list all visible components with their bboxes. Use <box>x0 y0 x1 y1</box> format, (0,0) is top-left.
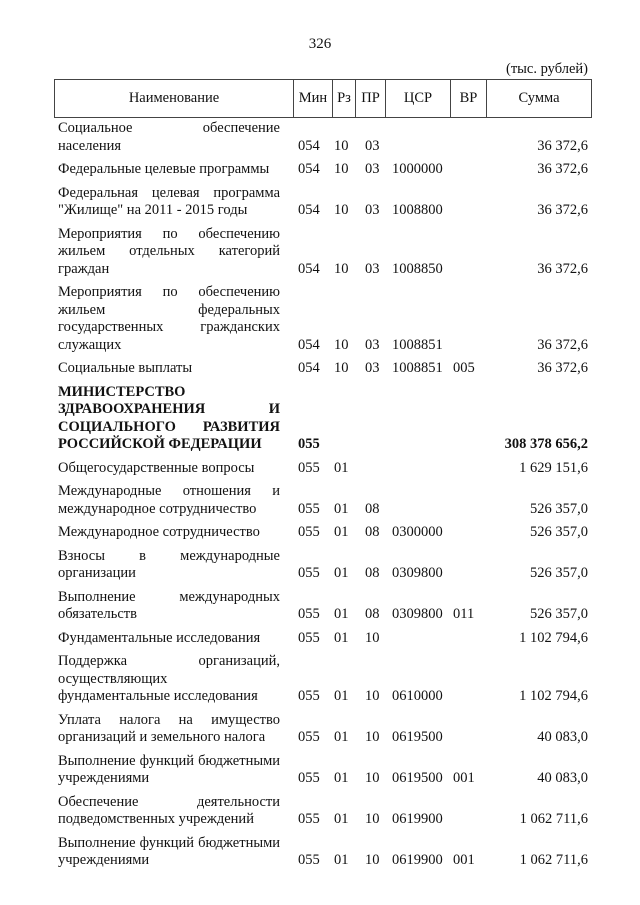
row-csr: 0619900 <box>392 811 443 827</box>
row-rz: 01 <box>334 852 349 868</box>
row-sum: 36 372,6 <box>537 161 588 177</box>
table-row <box>58 226 588 279</box>
row-min: 054 <box>298 260 320 277</box>
row-sum: 40 083,0 <box>537 770 588 786</box>
row-rz: 01 <box>334 629 349 646</box>
row-sum: 526 357,0 <box>530 524 588 540</box>
row-sum: 308 378 656,2 <box>504 436 588 452</box>
row-min: 055 <box>298 436 320 452</box>
row-pr: 10 <box>365 770 380 786</box>
row-csr: 1008850 <box>392 260 443 277</box>
row-sum: 1 102 794,6 <box>519 688 588 704</box>
row-name: Федеральные целевые программы <box>58 161 270 177</box>
row-sum: 40 083,0 <box>537 729 588 745</box>
row-sum: 1 629 151,6 <box>519 459 588 476</box>
row-sum: 36 372,6 <box>537 260 588 277</box>
row-sum: 36 372,6 <box>537 137 588 154</box>
row-min: 054 <box>298 202 320 218</box>
table-row <box>58 284 588 354</box>
row-rz: 10 <box>334 360 349 376</box>
table-row <box>58 524 588 542</box>
row-sum: 526 357,0 <box>530 500 588 517</box>
row-min: 055 <box>298 500 320 517</box>
row-name: МИНИСТЕРСТВО ЗДРАВООХРАНЕНИЯ И СОЦИАЛЬНОГО РАЗВИТИЯ РОССИЙСКОЙ ФЕДЕРАЦИИ <box>58 383 280 452</box>
row-csr: 1008800 <box>392 202 443 218</box>
header-sum: Сумма <box>518 90 560 106</box>
row-csr: 1000000 <box>392 161 443 177</box>
row-pr: 08 <box>365 524 380 540</box>
row-vr: 001 <box>453 770 475 786</box>
table-row <box>58 548 588 583</box>
row-sum: 1 102 794,6 <box>519 629 588 646</box>
row-min: 055 <box>298 565 320 581</box>
row-csr: 0300000 <box>392 524 443 540</box>
row-min: 055 <box>298 688 320 704</box>
row-name: Общегосударственные вопросы <box>58 459 255 476</box>
row-pr: 03 <box>365 336 380 353</box>
row-name: Поддержка организаций, осуществляющих фундаментальные исследования <box>58 653 280 704</box>
row-name: Международные отношения и международное сотрудничество <box>58 483 280 517</box>
row-min: 054 <box>298 137 320 154</box>
header-min: Мин <box>294 80 333 117</box>
row-rz: 10 <box>334 137 349 154</box>
row-sum: 36 372,6 <box>537 360 588 376</box>
table-row <box>58 653 588 706</box>
row-pr: 03 <box>365 161 380 177</box>
row-rz: 01 <box>334 500 349 517</box>
row-vr: 001 <box>453 852 475 868</box>
table-row <box>58 483 588 518</box>
row-pr: 08 <box>365 606 380 622</box>
row-pr: 10 <box>365 852 380 868</box>
row-min: 055 <box>298 770 320 786</box>
row-name: Выполнение международных обязательств <box>58 588 280 622</box>
row-min: 055 <box>298 852 320 868</box>
row-rz: 01 <box>334 729 349 745</box>
row-name: Социальное обеспечение населения <box>58 120 280 154</box>
row-name: Федеральная целевая программа "Жилище" на 2011 - 2015 годы <box>58 184 280 218</box>
row-rz: 01 <box>334 770 349 786</box>
row-min: 055 <box>298 729 320 745</box>
row-min: 055 <box>298 606 320 622</box>
row-csr: 0610000 <box>392 688 443 704</box>
row-min: 055 <box>298 629 320 646</box>
row-pr: 08 <box>365 565 380 581</box>
row-pr: 10 <box>365 629 380 646</box>
table-row <box>58 712 588 747</box>
header-rz: Рз <box>333 80 356 117</box>
row-vr: 011 <box>453 606 475 622</box>
row-rz: 10 <box>334 202 349 218</box>
row-name: Взносы в международные организации <box>58 547 280 581</box>
row-min: 054 <box>298 336 320 353</box>
row-sum: 526 357,0 <box>530 606 588 622</box>
table-header <box>54 79 592 118</box>
header-vr: ВР <box>451 80 487 117</box>
header-name: Наименование <box>55 80 294 117</box>
row-rz: 10 <box>334 260 349 277</box>
table-row <box>58 630 588 648</box>
row-name: Фундаментальные исследования <box>58 629 261 646</box>
row-sum: 1 062 711,6 <box>519 852 588 868</box>
row-pr: 08 <box>365 500 380 517</box>
row-name: Международное сотрудничество <box>58 524 260 540</box>
row-rz: 01 <box>334 811 349 827</box>
row-pr: 03 <box>365 137 380 154</box>
table-body <box>58 120 588 876</box>
row-name: Мероприятия по обеспечению жильем отдельных категорий граждан <box>58 225 280 277</box>
row-csr: 0309800 <box>392 565 443 581</box>
header-csr: ЦСР <box>386 80 451 117</box>
row-csr: 0619500 <box>392 729 443 745</box>
row-sum: 526 357,0 <box>530 565 588 581</box>
row-pr: 10 <box>365 729 380 745</box>
row-min: 055 <box>298 811 320 827</box>
row-rz: 01 <box>334 524 349 540</box>
row-rz: 01 <box>334 688 349 704</box>
row-min: 055 <box>298 459 320 476</box>
row-csr: 1008851 <box>392 360 443 376</box>
row-rz: 10 <box>334 161 349 177</box>
row-min: 055 <box>298 524 320 540</box>
table-row <box>58 185 588 220</box>
table-row <box>58 460 588 478</box>
row-pr: 03 <box>365 360 380 376</box>
row-pr: 10 <box>365 811 380 827</box>
row-csr: 1008851 <box>392 336 443 353</box>
row-rz: 01 <box>334 606 349 622</box>
table-row <box>58 794 588 829</box>
table-row <box>58 120 588 155</box>
row-rz: 10 <box>334 336 349 353</box>
row-name: Мероприятия по обеспечению жильем федеральных государственных гражданских служащих <box>58 284 280 353</box>
table-row <box>58 161 588 179</box>
table-row <box>58 360 588 378</box>
row-name: Выполнение функций бюджетными учреждениями <box>58 834 280 868</box>
table-row <box>58 753 588 788</box>
row-name: Обеспечение деятельности подведомственных учреждений <box>58 793 280 827</box>
row-pr: 10 <box>365 688 380 704</box>
table-row <box>58 384 588 454</box>
row-rz: 01 <box>334 459 349 476</box>
row-sum: 1 062 711,6 <box>519 811 588 827</box>
header-pr: ПР <box>356 80 386 117</box>
row-name: Социальные выплаты <box>58 360 193 376</box>
page-number: 326 <box>308 36 332 52</box>
row-rz: 01 <box>334 565 349 581</box>
row-name: Выполнение функций бюджетными учреждениями <box>58 752 280 786</box>
table-row <box>58 835 588 870</box>
row-csr: 0619500 <box>392 770 443 786</box>
row-name: Уплата налога на имущество организаций и земельного налога <box>58 711 280 745</box>
row-csr: 0619900 <box>392 852 443 868</box>
row-csr: 0309800 <box>392 606 443 622</box>
row-sum: 36 372,6 <box>537 202 588 218</box>
row-pr: 03 <box>365 260 380 277</box>
row-vr: 005 <box>453 360 475 376</box>
row-min: 054 <box>298 360 320 376</box>
table-row <box>58 589 588 624</box>
row-min: 054 <box>298 161 320 177</box>
row-pr: 03 <box>365 202 380 218</box>
units-label: (тыс. рублей) <box>506 61 588 77</box>
row-sum: 36 372,6 <box>537 336 588 353</box>
